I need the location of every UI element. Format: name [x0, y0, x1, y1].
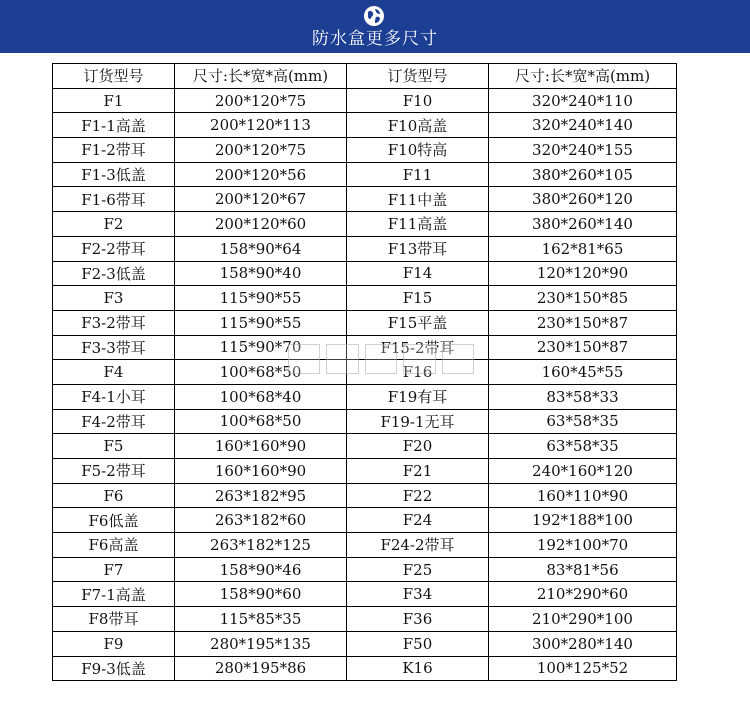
- table-row: [53, 459, 677, 484]
- size-cell: 240*160*120: [489, 459, 677, 484]
- table-row: [53, 286, 677, 311]
- size-cell: 162*81*65: [489, 236, 677, 261]
- model-cell: F6高盖: [53, 533, 175, 558]
- table-row: [53, 508, 677, 533]
- page-title: 防水盒更多尺寸: [312, 29, 438, 49]
- model-cell: F5-2带耳: [53, 459, 175, 484]
- size-cell: 158*90*64: [175, 236, 347, 261]
- model-cell: F4: [53, 360, 175, 385]
- model-cell: F10: [347, 88, 489, 113]
- size-cell: 158*90*60: [175, 582, 347, 607]
- table-row: [53, 261, 677, 286]
- size-cell: 210*290*100: [489, 607, 677, 632]
- table-row: [53, 434, 677, 459]
- size-cell: 160*160*90: [175, 434, 347, 459]
- table-row: [53, 360, 677, 385]
- size-cell: 320*240*110: [489, 88, 677, 113]
- size-cell: 115*90*70: [175, 335, 347, 360]
- model-cell: F10高盖: [347, 113, 489, 138]
- table-row: [53, 533, 677, 558]
- model-cell: F11: [347, 162, 489, 187]
- size-cell: 280*195*86: [175, 656, 347, 681]
- model-cell: F9-3低盖: [53, 656, 175, 681]
- model-cell: F9: [53, 631, 175, 656]
- model-cell: F24-2带耳: [347, 533, 489, 558]
- table-row: [53, 212, 677, 237]
- table-row: [53, 483, 677, 508]
- size-cell: 115*90*55: [175, 310, 347, 335]
- size-cell: 83*58*33: [489, 384, 677, 409]
- model-cell: F34: [347, 582, 489, 607]
- size-cell: 320*240*155: [489, 138, 677, 163]
- table-row: [53, 557, 677, 582]
- model-cell: F13带耳: [347, 236, 489, 261]
- model-cell: F2-2带耳: [53, 236, 175, 261]
- size-cell: 160*45*55: [489, 360, 677, 385]
- table-row: [53, 631, 677, 656]
- size-cell: 115*85*35: [175, 607, 347, 632]
- model-cell: F36: [347, 607, 489, 632]
- model-cell: F3: [53, 286, 175, 311]
- size-cell: 192*100*70: [489, 533, 677, 558]
- model-cell: F2-3低盖: [53, 261, 175, 286]
- model-cell: F7: [53, 557, 175, 582]
- model-cell: F11高盖: [347, 212, 489, 237]
- model-cell: F14: [347, 261, 489, 286]
- size-cell: 300*280*140: [489, 631, 677, 656]
- model-cell: F11中盖: [347, 187, 489, 212]
- model-cell: F20: [347, 434, 489, 459]
- size-cell: 263*182*95: [175, 483, 347, 508]
- table-row: [53, 335, 677, 360]
- size-cell: 230*150*87: [489, 335, 677, 360]
- table-row: [53, 187, 677, 212]
- model-cell: F16: [347, 360, 489, 385]
- size-cell: 210*290*60: [489, 582, 677, 607]
- model-cell: F50: [347, 631, 489, 656]
- column-header-size: 尺寸:长*宽*高(mm): [175, 64, 347, 89]
- table-row: [53, 409, 677, 434]
- column-header-model: 订货型号: [347, 64, 489, 89]
- model-cell: F22: [347, 483, 489, 508]
- table-header-row: [53, 64, 677, 89]
- model-cell: F4-2带耳: [53, 409, 175, 434]
- table-row: [53, 138, 677, 163]
- model-cell: F5: [53, 434, 175, 459]
- table-row: [53, 607, 677, 632]
- globe-icon: [363, 5, 385, 27]
- table-row: [53, 113, 677, 138]
- table-row: [53, 384, 677, 409]
- size-cell: 200*120*113: [175, 113, 347, 138]
- size-cell: 380*260*120: [489, 187, 677, 212]
- model-cell: F1-6带耳: [53, 187, 175, 212]
- table-row: [53, 88, 677, 113]
- size-cell: 200*120*75: [175, 138, 347, 163]
- model-cell: F15平盖: [347, 310, 489, 335]
- model-cell: F1: [53, 88, 175, 113]
- size-cell: 63*58*35: [489, 409, 677, 434]
- size-cell: 230*150*85: [489, 286, 677, 311]
- table-row: [53, 236, 677, 261]
- model-cell: F15: [347, 286, 489, 311]
- size-cell: 320*240*140: [489, 113, 677, 138]
- model-cell: F3-3带耳: [53, 335, 175, 360]
- size-cell: 120*120*90: [489, 261, 677, 286]
- model-cell: F2: [53, 212, 175, 237]
- table-row: [53, 162, 677, 187]
- table-row: [53, 656, 677, 681]
- size-cell: 230*150*87: [489, 310, 677, 335]
- size-cell: 200*120*67: [175, 187, 347, 212]
- model-cell: F15-2带耳: [347, 335, 489, 360]
- model-cell: F4-1小耳: [53, 384, 175, 409]
- model-cell: F1-2带耳: [53, 138, 175, 163]
- model-cell: F3-2带耳: [53, 310, 175, 335]
- header-banner: [0, 0, 750, 53]
- size-cell: 380*260*105: [489, 162, 677, 187]
- size-cell: 115*90*55: [175, 286, 347, 311]
- model-cell: F1-3低盖: [53, 162, 175, 187]
- size-cell: 192*188*100: [489, 508, 677, 533]
- size-cell: 63*58*35: [489, 434, 677, 459]
- size-cell: 380*260*140: [489, 212, 677, 237]
- size-cell: 200*120*60: [175, 212, 347, 237]
- size-cell: 200*120*75: [175, 88, 347, 113]
- table-row: [53, 582, 677, 607]
- size-cell: 158*90*40: [175, 261, 347, 286]
- size-cell: 158*90*46: [175, 557, 347, 582]
- size-cell: 280*195*135: [175, 631, 347, 656]
- model-cell: K16: [347, 656, 489, 681]
- size-table: [52, 63, 677, 681]
- model-cell: F8带耳: [53, 607, 175, 632]
- model-cell: F7-1高盖: [53, 582, 175, 607]
- size-cell: 263*182*125: [175, 533, 347, 558]
- model-cell: F19-1无耳: [347, 409, 489, 434]
- size-cell: 263*182*60: [175, 508, 347, 533]
- size-cell: 100*68*40: [175, 384, 347, 409]
- size-cell: 100*125*52: [489, 656, 677, 681]
- column-header-model: 订货型号: [53, 64, 175, 89]
- model-cell: F10特高: [347, 138, 489, 163]
- size-cell: 160*110*90: [489, 483, 677, 508]
- model-cell: F21: [347, 459, 489, 484]
- model-cell: F6低盖: [53, 508, 175, 533]
- model-cell: F6: [53, 483, 175, 508]
- size-cell: 160*160*90: [175, 459, 347, 484]
- table-row: [53, 310, 677, 335]
- size-cell: 100*68*50: [175, 360, 347, 385]
- model-cell: F19有耳: [347, 384, 489, 409]
- model-cell: F24: [347, 508, 489, 533]
- size-cell: 200*120*56: [175, 162, 347, 187]
- column-header-size: 尺寸:长*宽*高(mm): [489, 64, 677, 89]
- model-cell: F25: [347, 557, 489, 582]
- size-cell: 100*68*50: [175, 409, 347, 434]
- model-cell: F1-1高盖: [53, 113, 175, 138]
- size-cell: 83*81*56: [489, 557, 677, 582]
